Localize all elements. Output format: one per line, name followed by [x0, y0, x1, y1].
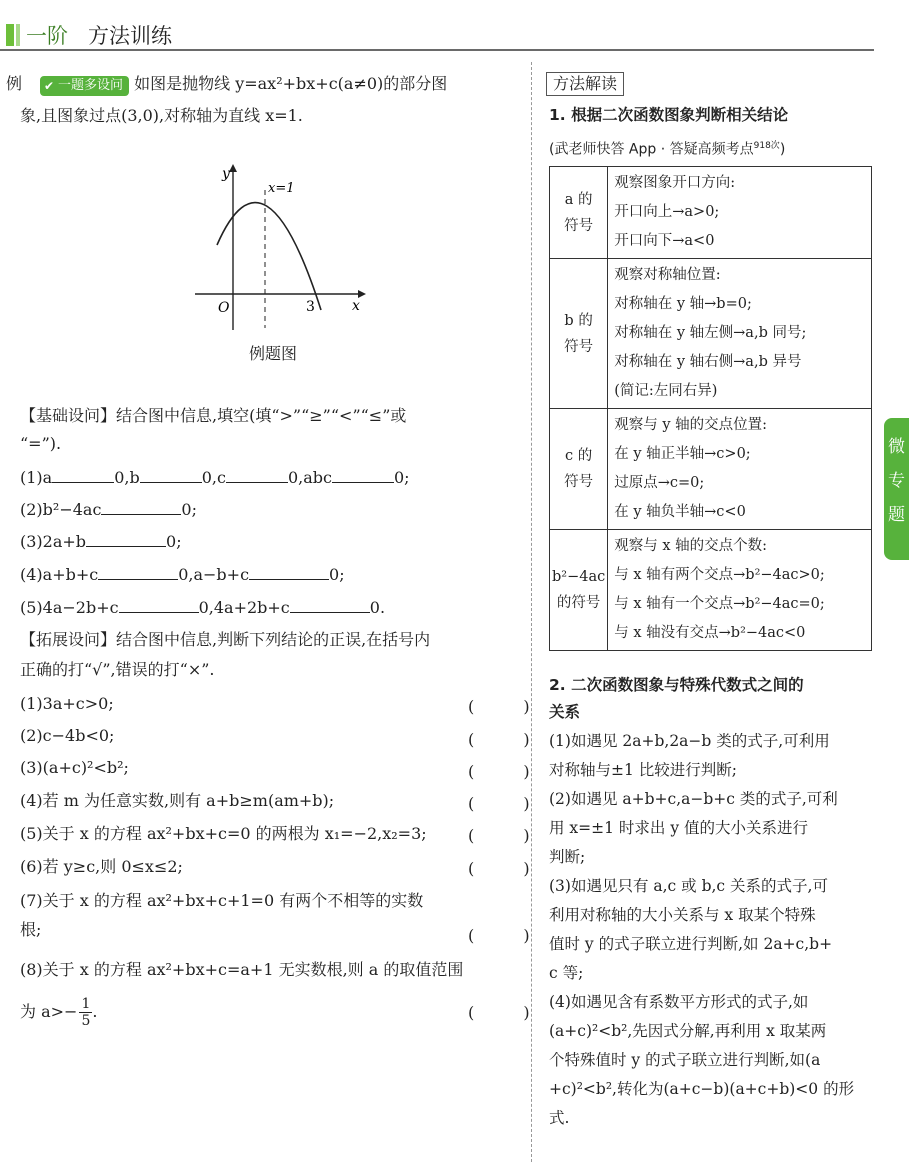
- q5-text: (5)4a−2b+c: [20, 598, 119, 617]
- answer-paren[interactable]: ( ): [468, 794, 552, 813]
- summary-table: [549, 166, 872, 651]
- example-label: 例: [6, 74, 23, 93]
- q4-mid: 0,a−b+c: [178, 565, 250, 584]
- row-body: [608, 409, 872, 530]
- q1-a: (1)a: [20, 468, 53, 487]
- row-key: [550, 259, 608, 409]
- answer-blank[interactable]: [86, 530, 166, 547]
- q4-text: (4)a+b+c: [20, 565, 99, 584]
- answer-blank[interactable]: [140, 466, 202, 483]
- answer-blank[interactable]: [119, 596, 199, 613]
- x-label: x: [352, 298, 360, 314]
- answer-paren[interactable]: ( ): [468, 926, 552, 945]
- table-row: [550, 409, 872, 530]
- row-key-2: 符号: [564, 338, 594, 355]
- q5-end: 0.: [369, 598, 386, 617]
- fraction: [79, 996, 92, 1029]
- root-label: 3: [306, 299, 315, 315]
- q1-abc: 0,abc: [287, 468, 332, 487]
- q1-c: 0,c: [201, 468, 226, 487]
- answer-blank[interactable]: [52, 466, 114, 483]
- paragraph-line: c 等;: [549, 964, 584, 982]
- extend-item: (5)关于 x 的方程 ax²+bx+c=0 的两根为 x₁=−2,x₂=3;: [20, 824, 427, 843]
- answer-blank[interactable]: [101, 498, 181, 515]
- q2-text: (2)b²−4ac: [20, 500, 102, 519]
- paragraph-line: 个特殊值时 y 的式子联立进行判断,如(a: [549, 1051, 821, 1069]
- row-line: 与 x 轴有一个交点→b²−4ac=0;: [614, 596, 825, 612]
- basic-q2: [20, 498, 197, 522]
- fraction-denominator: 5: [81, 1013, 91, 1029]
- row-key-1: c 的: [565, 448, 593, 464]
- extend-title-1: 【拓展设问】结合图中信息,判断下列结论的正误,在括号内: [20, 630, 431, 649]
- header-divider: [0, 49, 874, 51]
- extend-item: (2)c−4b<0;: [20, 726, 115, 745]
- q5-mid: 0,4a+2b+c: [198, 598, 290, 617]
- header-section: 方法训练: [88, 24, 172, 48]
- row-line: 观察与 x 轴的交点个数:: [614, 538, 768, 554]
- q3-text: (3)2a+b: [20, 532, 87, 551]
- paragraph-line: 判断;: [549, 848, 586, 866]
- paragraph-line: 利用对称轴的大小关系与 x 取某个特殊: [549, 906, 816, 924]
- column-separator: [531, 62, 532, 1162]
- q1-end: 0;: [393, 468, 410, 487]
- answer-paren[interactable]: ( ): [468, 762, 552, 781]
- example-figure: [190, 160, 370, 340]
- row-key: [550, 530, 608, 651]
- row-line: 与 x 轴没有交点→b²−4ac<0: [614, 625, 806, 641]
- answer-blank[interactable]: [290, 596, 370, 613]
- row-body: [608, 259, 872, 409]
- right-heading-1: 1. 根据二次函数图象判断相关结论: [549, 106, 789, 124]
- paragraph-line: 值时 y 的式子联立进行判断,如 2a+c,b+: [549, 935, 833, 953]
- row-line: 开口向上→a>0;: [614, 204, 720, 220]
- app-note-close: ): [779, 141, 786, 158]
- row-line: 在 y 轴正半轴→c>0;: [614, 446, 751, 462]
- row-line: 与 x 轴有两个交点→b²−4ac>0;: [614, 567, 825, 583]
- basic-q3: [20, 530, 182, 554]
- row-key: [550, 167, 608, 259]
- row-line: 开口向下→a<0: [614, 233, 715, 249]
- answer-blank[interactable]: [226, 466, 288, 483]
- row-line: 对称轴在 y 轴右侧→a,b 异号: [614, 354, 802, 370]
- row-key: [550, 409, 608, 530]
- basic-title-1: 【基础设问】结合图中信息,填空(填“>”“≥”“<”“≤”或: [20, 406, 407, 425]
- answer-blank[interactable]: [98, 563, 178, 580]
- fraction-tail: .: [92, 1002, 98, 1021]
- paragraph-line: (a+c)²<b²,先因式分解,再利用 x 取某两: [549, 1022, 827, 1040]
- figure-caption: 例题图: [249, 344, 298, 363]
- paragraph-line: +c)²<b²,转化为(a+c−b)(a+c+b)<0 的形: [549, 1080, 855, 1098]
- row-body: [608, 530, 872, 651]
- row-key-1: a 的: [564, 191, 593, 208]
- answer-paren[interactable]: ( ): [468, 859, 552, 878]
- method-tag: 方法解读: [546, 72, 624, 96]
- paragraph-line: 式.: [549, 1109, 570, 1127]
- y-axis-arrow-icon: [229, 164, 237, 172]
- side-tab-char: 专: [888, 471, 905, 491]
- row-line: 在 y 轴负半轴→c<0: [614, 504, 746, 520]
- extend-item-9: 为 a>−: [20, 1002, 78, 1021]
- paragraph-line: 用 x=±1 时求出 y 值的大小关系进行: [549, 819, 809, 837]
- app-note: (武老师快答 App · 答疑高频考点: [549, 141, 754, 158]
- side-tab-char: 微: [888, 437, 905, 457]
- header-level: 一阶: [26, 24, 68, 48]
- extend-title-2: 正确的打“√”,错误的打“×”.: [20, 660, 215, 679]
- x-axis-arrow-icon: [358, 290, 366, 298]
- row-line: 观察图象开口方向:: [614, 175, 736, 191]
- row-key-2: 符号: [564, 217, 594, 234]
- extend-item: (6)若 y≥c,则 0≤x≤2;: [20, 857, 183, 876]
- answer-paren[interactable]: ( ): [468, 1003, 552, 1022]
- example-line-1: [40, 72, 447, 96]
- q1-b: 0,b: [114, 468, 140, 487]
- answer-blank[interactable]: [332, 466, 394, 483]
- paragraph-line: (3)如遇见只有 a,c 或 b,c 关系的式子,可: [549, 877, 828, 895]
- symmetry-axis-label: x=1: [268, 181, 295, 196]
- right-heading-1-sub: [549, 132, 785, 165]
- answer-blank[interactable]: [249, 563, 329, 580]
- origin-label: O: [218, 300, 230, 316]
- example-text-1: 如图是抛物线 y=ax²+bx+c(a≠0)的部分图: [134, 74, 448, 93]
- extend-item: (8)关于 x 的方程 ax²+bx+c=a+1 无实数根,则 a 的取值范围: [20, 960, 464, 979]
- table-row: [550, 167, 872, 259]
- row-line: 对称轴在 y 轴左侧→a,b 同号;: [614, 325, 807, 341]
- header-bar-icon: [6, 24, 14, 46]
- extend-item-last: [20, 996, 97, 1029]
- row-key-1: b²−4ac: [552, 569, 606, 585]
- basic-q5: [20, 596, 385, 620]
- right-paragraphs: [549, 727, 874, 1133]
- paragraph-line: (4)如遇见含有系数平方形式的式子,如: [549, 993, 809, 1011]
- basic-title-2: “=”).: [20, 434, 62, 453]
- q3-end: 0;: [166, 532, 182, 551]
- row-line: 对称轴在 y 轴→b=0;: [614, 296, 752, 312]
- right-heading-2-line-2: 关系: [549, 703, 581, 721]
- extend-item: (3)(a+c)²<b²;: [20, 758, 129, 777]
- side-tab[interactable]: [884, 418, 909, 560]
- row-line: 观察与 y 轴的交点位置:: [614, 417, 768, 433]
- side-tab-char: 题: [888, 505, 905, 525]
- answer-paren[interactable]: ( ): [468, 697, 552, 716]
- fraction-numerator: 1: [81, 996, 91, 1012]
- row-key-1: b 的: [564, 312, 593, 329]
- extend-item: 根;: [20, 920, 42, 939]
- right-heading-2-line-1: 2. 二次函数图象与特殊代数式之间的: [549, 676, 804, 694]
- row-line: 观察对称轴位置:: [614, 267, 721, 283]
- extend-item: (7)关于 x 的方程 ax²+bx+c+1=0 有两个不相等的实数: [20, 891, 424, 910]
- extend-item: (1)3a+c>0;: [20, 694, 114, 713]
- y-label: y: [222, 166, 230, 182]
- q4-end: 0;: [329, 565, 345, 584]
- header-bar-icon-2: [16, 24, 20, 46]
- answer-paren[interactable]: ( ): [468, 730, 552, 749]
- paragraph-line: (2)如遇见 a+b+c,a−b+c 类的式子,可利: [549, 790, 838, 808]
- paragraph-line: (1)如遇见 2a+b,2a−b 类的式子,可利用: [549, 732, 830, 750]
- app-note-count: 918次: [753, 141, 780, 151]
- row-line: (简记:左同右异): [614, 383, 718, 399]
- basic-q4: [20, 563, 345, 587]
- table-row: [550, 530, 872, 651]
- row-key-2: 符号: [564, 474, 594, 490]
- example-text-2: 象,且图象过点(3,0),对称轴为直线 x=1.: [20, 106, 303, 125]
- extend-item: (4)若 m 为任意实数,则有 a+b≥m(am+b);: [20, 791, 335, 810]
- row-body: [608, 167, 872, 259]
- basic-q1: [20, 466, 410, 490]
- q2-end: 0;: [181, 500, 197, 519]
- row-line: 过原点→c=0;: [614, 475, 705, 491]
- table-row: [550, 259, 872, 409]
- multi-question-tag: ✔ 一题多设问: [40, 76, 129, 96]
- answer-paren[interactable]: ( ): [468, 826, 552, 845]
- paragraph-line: 对称轴与±1 比较进行判断;: [549, 761, 737, 779]
- row-key-2: 的符号: [556, 595, 601, 611]
